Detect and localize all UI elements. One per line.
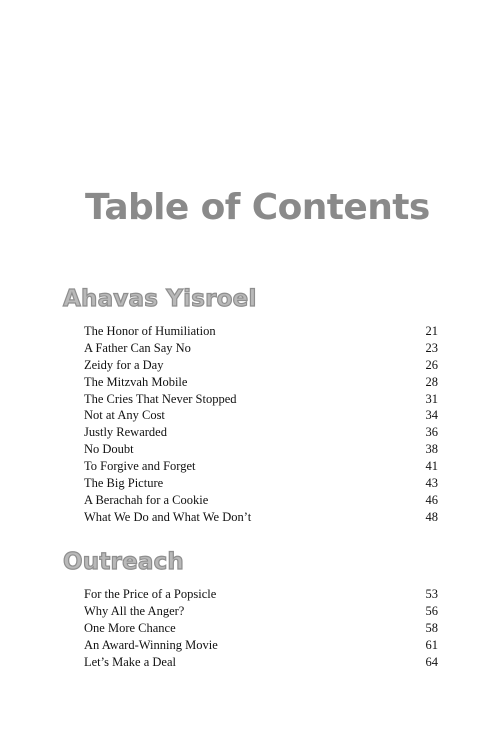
entry-page-number: 21 xyxy=(425,324,438,338)
entry-page-number: 53 xyxy=(425,587,438,601)
entry-page-number: 26 xyxy=(425,357,438,372)
toc-entry[interactable] xyxy=(63,340,438,357)
entry-page-number: 64 xyxy=(425,654,438,669)
toc-entry[interactable] xyxy=(63,357,438,374)
entry-title: One More Chance xyxy=(84,620,176,635)
entry-page-number: 41 xyxy=(425,459,438,474)
entry-title: The Mitzvah Mobile xyxy=(84,374,188,389)
toc-entry[interactable] xyxy=(63,374,438,391)
entry-page-number: 34 xyxy=(425,408,438,423)
entry-title: Justly Rewarded xyxy=(84,425,167,440)
entry-page-number: 61 xyxy=(425,637,438,652)
toc-entry[interactable] xyxy=(63,458,438,475)
toc-entry[interactable] xyxy=(63,509,438,526)
toc-list xyxy=(63,323,438,526)
entry-title: What We Do and What We Don’t xyxy=(84,509,252,524)
entry-page-number: 58 xyxy=(425,620,438,635)
entry-title: Why All the Anger? xyxy=(84,603,185,618)
toc-entry[interactable] xyxy=(63,424,438,441)
entry-page-number: 56 xyxy=(425,603,438,618)
toc-list xyxy=(63,586,438,670)
section-heading: Outreach xyxy=(63,549,184,575)
entry-title: For the Price of a Popsicle xyxy=(84,587,217,601)
toc-entry[interactable] xyxy=(63,620,438,637)
entry-page-number: 38 xyxy=(425,442,438,457)
entry-title: The Cries That Never Stopped xyxy=(84,391,237,406)
toc-entry[interactable] xyxy=(63,323,438,340)
toc-entry[interactable] xyxy=(63,492,438,509)
entry-page-number: 31 xyxy=(425,391,438,406)
toc-entry[interactable] xyxy=(63,407,438,424)
toc-entry[interactable] xyxy=(63,603,438,620)
entry-title: A Berachah for a Cookie xyxy=(84,492,209,507)
entry-title: An Award-Winning Movie xyxy=(84,637,218,652)
entry-title: The Honor of Humiliation xyxy=(84,324,216,338)
entry-title: Not at Any Cost xyxy=(84,408,165,423)
entry-page-number: 43 xyxy=(425,476,438,491)
entry-page-number: 48 xyxy=(425,509,438,524)
section-ahavas-yisroel xyxy=(63,284,438,526)
toc-entry[interactable] xyxy=(63,637,438,654)
entry-title: A Father Can Say No xyxy=(84,340,191,355)
toc-entry[interactable] xyxy=(63,441,438,458)
toc-entry[interactable] xyxy=(63,391,438,408)
section-outreach xyxy=(63,547,438,670)
entry-title: Zeidy for a Day xyxy=(84,357,164,372)
entry-page-number: 23 xyxy=(425,340,438,355)
entry-title: To Forgive and Forget xyxy=(84,459,196,474)
entry-title: No Doubt xyxy=(84,442,134,457)
page-title: Table of Contents xyxy=(85,187,430,228)
entry-page-number: 28 xyxy=(425,374,438,389)
toc-entry[interactable] xyxy=(63,654,438,671)
entry-title: Let’s Make a Deal xyxy=(84,654,176,669)
entry-title: The Big Picture xyxy=(84,476,164,491)
toc-entry[interactable] xyxy=(63,475,438,492)
toc-entry[interactable] xyxy=(63,586,438,603)
entry-page-number: 36 xyxy=(425,425,438,440)
entry-page-number: 46 xyxy=(425,492,438,507)
section-heading: Ahavas Yisroel xyxy=(63,286,257,312)
